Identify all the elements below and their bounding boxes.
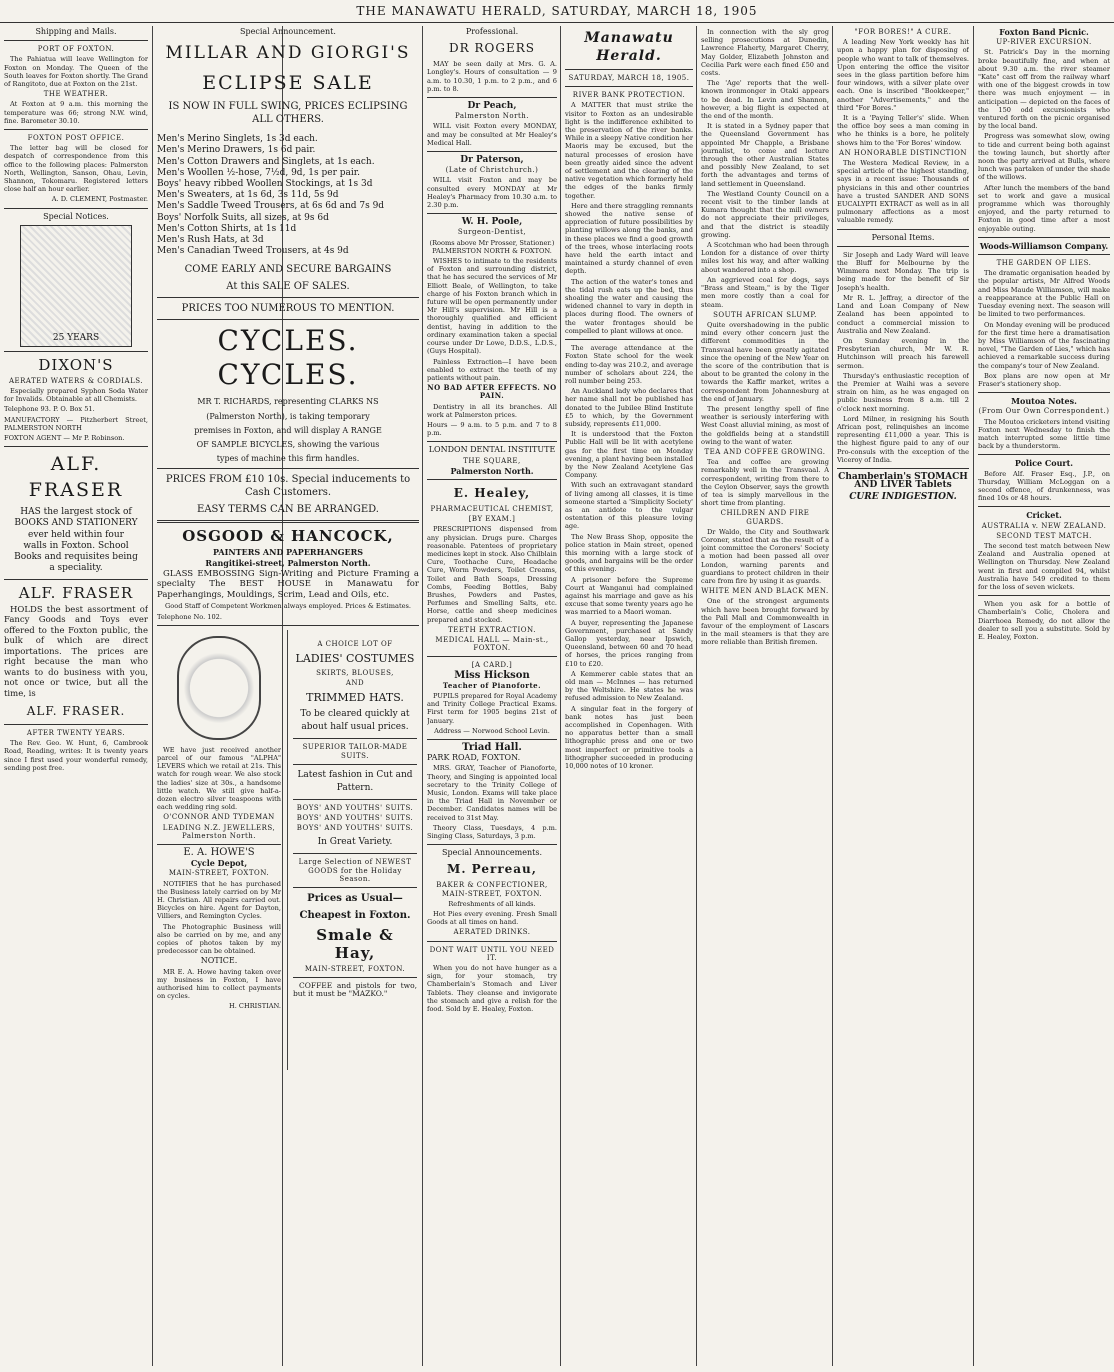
divider [157,319,419,320]
divider [978,454,1110,455]
ad-subheading: Palmerston North. [454,112,530,121]
advertiser-name: Triad Hall. [462,742,522,754]
advertiser-name: MILLAR AND GIORGI'S [165,43,411,64]
divider [427,441,557,442]
jeweller-ad [157,630,281,1013]
ad-text: PRESCRIPTIONS dispensed from any physician. Drugs pure. Charges reasonable. Patentees of proprietary medicines kept in stock. Also Chilblain Cure, Toothache Cure, Headache Cure, Worm Powders, Toilet Creams, Toilet and Bath Soaps, Dressing Combs, Feeding Bottles, Baby Brushes, Powders and Pastes, Perfumes and Smelling Salts, etc. Horse, cattle and sheep medicines prepared and stocked. [427,525,557,624]
divider [427,739,557,740]
ad-subheading: IS NOW IN FULL SWING, PRICES ECLIPSING ALL OTHERS. [168,101,408,126]
ad-text: Theory Class, Tuesdays, 4 p.m. Singing Class, Saturdays, 3 p.m. [427,823,557,841]
lower-ad-block [157,630,419,1070]
divider [978,506,1110,507]
article-text: A leading New York weekly has hit upon a happy plan for disposing of people who want to talk of themselves. Upon entering the office the visitor sees in the glass partition before him four windows, with a silver plate over each. One is inscribed "Bookkeeper," another "Advertisements," and the third "For Bores." [837,38,969,112]
sale-item: Men's Woollen ½-hose, 7½d, 9d, 1s per pair. [157,167,360,178]
section-heading: FOXTON POST OFFICE. [27,134,125,143]
ad-text: NOTIFIES that he has purchased the Business lately carried on by Mr H. Christian. All repairs carried out. Bicycles on hire. Agent for Dayton, Villiers, and Remington Cycles. [157,879,281,921]
ad-text: TEETH EXTRACTION. [448,625,536,634]
article-text: A prisoner before the Supreme Court at Wanganui had complained against his marriage and gave as his excuse that some twenty years ago he was married to a Maori woman. [565,575,693,617]
ad-text: Refreshments of all kinds. [448,899,536,908]
ad-text: types of machine this firm handles. [216,454,360,464]
advertiser-name: W. H. Poole, [461,217,523,228]
illustration-caption: 25 YEARS [52,332,100,343]
ad-text: WE have just received another parcel of our famous "ALPHA" LEVERS which we retail at 21s. This watch for rough wear. We also stock the ladies' size at 30s., a handsome little watch. We still give half-a-dozen electro silver teaspoons with each wedding ring sold. [157,745,281,812]
ad-text: MANUFACTORY — Pitzherbert Street, PALMERSTON NORTH [4,415,148,432]
sale-item: Men's Merino Singlets, 1s 3d each. [157,134,318,145]
section-heading: Special Notices. [43,211,109,221]
divider [293,977,417,978]
ad-text: When you do not have hunger as a sign, for your stomach, try Chamberlain's Stomach and Liver Tablets. They cleanse and invigorate the stomach and give a relish for the food. Sold by E. Healey, Foxton. [427,964,557,1014]
ad-text: WISHES to intimate to the residents of Foxton and surrounding district, that he has secured the services of Mr Elliott Beale, of Wellington, to take charge of his Foxton branch which in future will be open permanently under Mr Hill's supervision. Mr Hill is a thoroughly qualified and efficient dentist, having in addition to the ordinary examination taken a special course under Dr Lowe, D.D.S., L.D.S., (Guys Hospital). [427,257,557,356]
article-text: The dramatic organisation headed by the popular artists, Mr Alfred Woods and Miss Maude Williamson, will make a reappearance at the Public Hall on Tuesday evening next. The season will be limited to two performances. [978,269,1110,319]
ad-text: COME EARLY AND SECURE BARGAINS [184,264,392,276]
ad-text: Hours — 9 a.m. to 5 p.m. and 7 to 8 p.m. [427,420,557,438]
article-heading: Police Court. [1014,458,1074,469]
section-heading: Professional. [465,27,519,36]
ad-subheading: Palmerston North. [450,465,534,476]
advertiser-name: ALF. FRASER [28,453,124,502]
column-7 [978,26,1110,1366]
ad-text: Large Selection of NEWEST GOODS for the Holiday Season. [298,858,412,883]
article-text: The Rev. Geo. W. Hunt, 6, Cambrook Road, Reading, writes: It is twenty years since I first used your wonderful remedy, sending post free. [4,739,148,772]
ad-subheading: (Late of Christchurch.) [445,166,539,175]
article-text: Mr R. L. Jeffray, a director of the Land and Loan Company of New Zealand has been appointed to conduct a commercial mission to Australia and New Zealand. [837,293,969,335]
article-text: Tea and coffee are growing remarkably well in the Transvaal. A correspondent, writing from there to the Ceylon Observer, says the growth of tea is simply marvellous in the short time from planting. [701,458,829,508]
ad-subheading: Rangitikei-street, Palmerston North. [205,557,371,568]
article-text: Quite overshadowing in the public mind every other concern just the different commodities in the Transvaal have been greatly agitated since the opening of the New Year on the score of the contribution that is about to be granted the colony in the towards the Kaffir market, writes a correspondent from Johannesburg at the end of January. [701,320,829,403]
ad-text: [A CARD.] [471,661,513,670]
ad-text: GLASS EMBOSSING Sign-Writing and Picture Framing a specialty The BEST HOUSE in Manawatu for Paperhangings, Mouldings, Scrim, Lead and Oils, etc. [157,568,419,600]
divider [4,351,148,352]
article-text: On Sunday evening in the Presbyterian church, Mr W. R. Hutchinson will preach his farewell sermon. [837,336,969,370]
advertiser-name: DR ROGERS [449,41,535,56]
pocket-watch-illustration [177,636,261,740]
divider [157,625,419,626]
advertiser-name: M. Perreau, [447,862,537,877]
article-text: Lord Milner, in resigning his South African post, relinquishes an income representing £11,000 a year. This is the highest figure paid to any of our Pro-consuls with the exception of the Viceroy of India. [837,414,969,464]
ad-text: HAS the largest stock of [20,507,132,518]
chamberlain-ad: Chamberlain's STOMACH AND LIVER Tablets [838,471,968,491]
article-text: A Scotchman who had been through London for a distance of over thirty miles lost his way, and after walking about wandered into a shop. [701,241,829,274]
ad-text: AERATED DRINKS. [453,928,531,937]
article-text: Sir Joseph and Lady Ward will leave the Bluff for Melbourne by the Wimmera next Monday. The trip is being made for the benefit of Sir Joseph's health. [837,250,969,292]
sale-item: Men's Cotton Shirts, at 1s 11d [157,223,297,234]
sale-item: Men's Rush Hats, at 3d [157,235,264,246]
divider [565,69,693,70]
article-text: Before Alf. Fraser Esq., J.P., on Thursday, William McLoggan on a second offence, of drunkenness, was fined 10s or 48 hours. [978,469,1110,503]
column-rule [832,26,833,1366]
chamberlain-ad-tagline: CURE INDIGESTION. [849,492,957,503]
article-text: Thursday's enthusiastic reception of the Premier at Waihi was a severe strain on him, as he was engaged on public business from 8 a.m. till 2 o'clock next morning. [837,371,969,413]
ad-text: The Photographic Business will also be carried on by me, and any copies of photos taken by my predecessor can be obtained. [157,922,281,956]
advertiser-name: Miss Hickson [454,669,530,681]
ad-text: MAY be seen daily at Mrs. G. A. Longley's. Hours of consultation — 9 a.m. to 10.30, 1 p.m. to 2 p.m., and 6 p.m. to 8. [427,60,557,93]
ad-headline: ECLIPSE SALE [202,72,374,95]
article-heading: AN HONORABLE DISTINCTION [839,148,967,157]
section-heading: Shipping and Mails. [35,27,117,36]
divider [293,738,417,739]
article-subheading: THE GARDEN OF LIES. [996,259,1092,268]
divider [427,656,557,657]
article-text: The Westera Medical Review, in a special article of the highest standing, says in a recent issue: Thousands of physicians in this and other countries have a trusted SANDER AND SONS EUCALYPTI EXTRACT as well as in all pulmonary affections as a most valuable remedy. [837,159,969,225]
article-text: A Kemmerer cable states that an old man — McInnes — has returned by the Weltshire. He states he was refused admission to New Zealand. [565,669,693,703]
ad-text: WILL visit Foxton and may be consulted every MONDAY at Mr Healey's Pharmacy from 10.30 a.m. to 2.30 p.m. [427,176,557,210]
column-3 [427,26,557,1366]
article-heading: SOUTH AFRICAN SLUMP. [713,310,817,319]
divider [4,446,148,447]
ad-subheading: THE SQUARE, [463,456,521,465]
column-rule [696,26,697,1366]
article-text: Dr Waldo, the City and Southwark Coroner, stated that as the result of a joint committee the Coroners' Society a motion had been passed all over London, warning parents and guardians to protect children in their care from fire by using it as guards. [701,527,829,585]
sale-item: Men's Sweaters, at 1s 6d, 3s 11d, 5s 9d [157,190,339,201]
ad-text: PRICES TOO NUMEROUS TO MENTION. [181,303,395,315]
sale-item: Men's Canadian Tweed Trousers, at 4s 9d [157,246,349,257]
section-heading: Special Announcement. [240,27,336,36]
section-heading: PORT OF FOXTON. [37,45,115,54]
ad-text: In Great Variety. [317,837,393,848]
ad-text: Hot Pies every evening. Fresh Small Goods at all times on hand. [427,910,557,927]
article-text: The Westland County Council on a recent visit to the timber lands at Kumara thought that the mill owners do not appreciate their privileges, and that the district is steadily growing. [701,189,829,239]
section-heading: Special Announcements. [442,848,542,858]
ad-text: FOXTON AGENT — Mr P. Robinson. [4,434,125,443]
article-text: The letter bag will be closed for despatch of correspondence from this office to the following places: Palmerston North, Wellington, Sanson, Ohau, Levin, Shannon, Tokomaru. Registered letters close half an hour earlier. [4,144,148,194]
article-text: A singular feat in the forgery of bank notes has just been accomplished in Copenhagen. With no apparatus better than a small lithographic press and one or two most imperfect or primitive tools a lithographer succeeded in producing 10,000 notes of 10 kroner. [565,704,693,771]
advertiser-name: LONDON DENTAL INSTITUTE [428,445,556,455]
ad-text: OF SAMPLE BICYCLES, showing the various [196,440,380,450]
divider [978,237,1110,238]
ad-subheading: BAKER & CONFECTIONER, MAIN-STREET, FOXTON. [436,881,548,898]
column-5 [701,26,829,1366]
article-text: It is a 'Paying Teller's' slide. When the office boy sees a man coming in who he thinks is a bore, he politely shows him to the 'For Bores' window. [837,114,969,147]
article-heading: Foxton Band Picnic. [999,27,1089,37]
article-text: A MATTER that must strike the visitor to Foxton as an undesirable light is the indifference exhibited to the preservation of the river banks. While in a sleepy Native condition her Maoris may be excused, but the natural processes of erosion have been greatly aided since the advent of settlement and the clearing of the native vegetation which formerly held the edges of the banks firmly together. [565,101,693,200]
sale-item: Men's Cotton Drawers and Singlets, at 1s each. [157,156,375,167]
divider [837,468,969,469]
ad-headline: TRIMMED HATS. [306,691,404,705]
article-heading: Cricket. [1026,510,1062,521]
divider [4,208,148,209]
article-text: The present lengthy spell of fine weather is seriously interfering with West Coast alluvial mining, as most of the goldfields being at a standstill owing to the want of water. [701,404,829,446]
article-text: With such an extravagant standard of living among all classes, it is time someone started a 'Simplicity Society' as an antidote to the vulgar ostentation of this pleasure loving age. [565,481,693,531]
ad-subheading: MAIN-STREET, FOXTON. [168,869,270,878]
divider [4,724,148,725]
ad-text: Telephone 93. P. O. Box 51. [4,405,95,414]
divider [157,520,419,523]
article-text: A buyer, representing the Japanese Government, purchased at Sandy Gallop yesterday, near Ipswich, Queensland, between 60 and 70 head of horses, the prices ranging from £10 to £20. [565,618,693,668]
ad-text: PUPILS prepared for Royal Academy and Trinity College Practical Exams. First term for 1905 begins 21st of January. [427,692,557,725]
column-rule [287,630,288,1070]
section-heading: Personal Items. [871,232,935,242]
divider [293,799,417,800]
signature: H. CHRISTIAN. [228,1002,281,1011]
advertiser-name: Dr Paterson, [460,155,524,166]
column-rule [422,26,423,1366]
ad-text: Prices as Usual— [307,893,403,904]
article-text: St. Patrick's Day in the morning broke beautifully fine, and when at about 9.30 a.m. the river steamer "Kate" cast off from the railway wharf with one of the biggest crowds in tow there was much enjoyment — in anticipation — depicted on the faces of the 150 odd excursionists who ventured forth on the picnic organised by the local band. [978,48,1110,131]
sale-item-list [157,134,419,257]
ad-text: To be cleared quickly at about half usual prices. [300,709,410,733]
ad-text: PARK ROAD, FOXTON. [427,753,521,763]
article-text: When you ask for a bottle of Chamberlain's Colic, Cholera and Diarrhoea Remedy, do not allow the dealer to sell you a substitute. Sold by E. Healey, Foxton. [978,600,1110,641]
column-rule [152,26,153,1366]
ad-text: Books and requisites being [14,552,138,563]
divider [978,392,1110,393]
ad-text: Address — Norwood School Levin. [434,726,550,735]
article-subheading: SECOND TEST MATCH. [996,531,1092,540]
advertiser-name: E. A. HOWE'S [183,847,255,858]
article-text: The average attendance at the Foxton State school for the week ending to-day was 210.2, and average number of scholars about 224, the roll number being 253. [565,344,693,385]
divider [4,579,148,580]
article-heading: TEA AND COFFEE GROWING. [704,447,826,456]
issue-date: SATURDAY, MARCH 18, 1905. [568,74,690,82]
article-heading: Woods-Williamson Company. [979,240,1109,251]
ad-text: At this SALE OF SALES. [226,281,350,293]
article-text: The action of the water's tones and the tidal rush eats up the bed, thus shoaling the water and causing the widened channel to vary in depth in places during flood. The owners of the water frontages should be compelled to plant willows at once. [565,277,693,335]
article-heading: WHITE MEN AND BLACK MEN. [701,587,829,596]
ad-text: BOYS' AND YOUTHS' SUITS. [296,803,414,812]
section-heading: NOTICE. [200,956,238,966]
ad-signature: ALF. FRASER. [26,704,126,718]
advertiser-name: O'CONNOR AND TYDEMAN [163,813,275,822]
ad-text: BOOKS AND STATIONERY [14,518,138,529]
ad-headline: DONT WAIT UNTIL YOU NEED IT. [429,945,555,962]
article-subheading: UP-RIVER EXCURSION. [996,38,1092,47]
divider [978,254,1110,255]
ad-text: NO BAD AFTER EFFECTS. NO PAIN. [427,383,557,401]
ad-text: Telephone No. 102. [157,612,222,621]
column-rule [973,26,974,1366]
ad-text: HOLDS the best assortment of Fancy Goods and Toys ever offered to the Foxton public, the bulk of which are direct importations. The prices are right because the man who wants to do business with you, not once or twice, but all the time, is [4,604,148,699]
divider [565,339,693,340]
article-text: Box plans are now open at Mr Fraser's stationery shop. [978,371,1110,388]
column-rule [560,26,561,1366]
ad-headline: LADIES' COSTUMES [295,651,415,665]
article-text: It is understood that the Foxton Public Hall will be lit with acetylene gas for the first time on Monday evening, a plant having been installed by the New Zealand Acetylene Gas Company. [565,430,693,480]
article-subheading: (From Our Own Correspondent.) [978,407,1110,416]
ad-subheading: Cycle Depot, [190,858,248,869]
column-1 [4,26,148,1366]
column-6 [837,26,969,1366]
ad-text: Good Staff of Competent Workmen always employed. Prices & Estimates. [164,602,411,611]
sale-item: Men's Merino Drawers, 1s 6d pair. [157,145,316,156]
ad-text: walls in Foxton. School [23,540,129,551]
ad-text: premises in Foxton, and will display A RANGE [194,425,382,435]
divider [427,151,557,152]
divider [427,941,557,942]
article-text: Here and there straggling remnants showed the native sense of appreciation of future possibilities by planting willows along the banks, and in these places we find a good growth of the trees, whose interlacing roots have held the earth intact and maintained a sturdy channel of even depth. [565,201,693,276]
masthead: THE MANAWATU HERALD, SATURDAY, MARCH 18, 1905 [0,0,1114,23]
article-subheading: AUSTRALIA v. NEW ZEALAND. [981,521,1107,530]
article-text: The Moutoa cricketers intend visiting Foxton next Wednesday to finish the match interrupted some little time back by a thunderstorm. [978,417,1110,451]
draper-ad [293,630,417,1001]
divider [157,468,419,469]
divider [837,229,969,230]
sale-item: Men's Saddle Tweed Trousers, at 6s 6d and 7s 9d [157,201,385,212]
ad-text: SUPERIOR TAILOR-MADE SUITS. [302,743,408,760]
ad-text: AND [345,679,365,688]
ad-text: MEDICAL HALL — Main-st., FOXTON. [435,635,549,653]
article-text: The second test match between New Zealand and Australia opened at Wellington on Thursday. New Zealand went in first and compiled 94, whilst Australia have 549 credited to them for the loss of seven wickets. [978,541,1110,591]
ad-subheading: Teacher of Pianoforte. [442,680,542,690]
article-text: An Auckland lady who declares that her name shall not be published has donated to the Jubilee Blind Institute £5 to which, by the Government subsidy, represents £11,000. [565,387,693,428]
ad-text: A CHOICE LOT OF [317,639,393,648]
ad-text: SKIRTS, BLOUSES, [316,668,394,677]
ad-subheading: AERATED WATERS & CORDIALS. [9,376,143,385]
column-4 [565,26,693,1366]
advertiser-name: Smale & Hay, [316,926,394,962]
ad-text: BOYS' AND YOUTHS' SUITS. [296,824,414,833]
divider [293,887,417,888]
divider [427,844,557,845]
ad-text: COFFEE and pistols for two, but it must be "MAZKO." [293,981,417,999]
article-text: Progress was somewhat slow, owing to tide and current being both against the towing launch, but shortly after noon the party arrived at Bulls, where lunch was partaken of under the shade of the willows. [978,132,1110,182]
divider [565,86,693,87]
divider [978,595,1110,596]
article-text: The New Brass Shop, opposite the police station in Main street, opened this morning with a large stock of goods, and bargains will be the order of this evening. [565,532,693,574]
article-text: On Monday evening will be produced for the first time here a dramatisation by Miss Williamson of the fascinating novel, "The Garden of Lies," which has achieved a remarkable success during the company's tour of New Zealand. [978,320,1110,370]
newspaper-title: Manawatu Herald. [584,30,674,64]
ad-text: Cheapest in Foxton. [299,910,411,921]
ad-subheading: PHARMACEUTICAL CHEMIST, [430,504,554,513]
advertisement-illustration [20,225,132,347]
column-2 [157,26,419,1366]
divider [293,853,417,854]
ad-text: ever held within four [28,529,124,540]
article-text: One of the strongest arguments which have been brought forward by the Pall Mall and Commonwealth in favour of the employment of Lascars in the mail steamers is that they are more reliable than British firemen. [701,597,829,647]
article-text: An aggrieved coal for dogs, says "Brass and Steam," is by the Tiger men more costly than a coal for steam. [701,275,829,309]
ad-text: Painless Extraction—I have been enabled to extract the teeth of my patients without pain. [427,357,557,382]
article-text: In connection with the sly grog selling prosecutions at Dunedin, Lawrence Flaherty, Margaret Cherry, May Golder, Elizabeth Johnston and Cecilia Park were each fined £50 and costs. [701,28,829,78]
ad-text: WILL visit Foxton every MONDAY, and may be consulted at Mr Healey's Medical Hall. [427,122,557,147]
ad-text: BOYS' AND YOUTHS' SUITS. [296,813,414,822]
article-heading: RIVER BANK PROTECTION. [572,91,686,100]
article-text: The 'Age' reports that the well-known ironmonger in Otaki appears to be dead. In Levin and Shannon, however, a big flight is expected at the end of the month. [701,79,829,121]
signature: A. D. CLEMENT, Postmaster. [51,195,148,204]
divider [4,129,148,130]
ad-subheading: MAIN-STREET, FOXTON. [304,965,406,973]
article-heading: CHILDREN AND FIRE GUARDS. [720,509,810,526]
ad-text: (Rooms above Mr Prosser, Stationer.) PALMERSTON NORTH & FOXTON. [429,238,555,255]
article-text: The Pahiatua will leave Wellington for Foxton on Monday. The Queen of the South leaves for Foxton shortly. The Grand of Rangitoto, due at Foxton on the 21st. [4,55,148,89]
ad-subheading: Surgeon-Dentist, [457,228,527,237]
advertiser-name: Dr Peach, [467,101,517,112]
advertiser-name: ALF. FRASER [18,583,134,602]
divider [837,246,969,247]
ad-text: Especially prepared Syphon Soda Water for Invalids. Obtainable at all Chemists. [4,387,148,404]
advertiser-name: DIXON'S [38,355,114,374]
ad-text: Latest fashion in Cut and Pattern. [297,769,413,793]
ad-text: MR E. A. Howe having taken over my business in Foxton, I have authorised him to collect payments on cycles. [157,967,281,1001]
section-heading: AFTER TWENTY YEARS. [26,729,126,737]
ad-text: a speciality. [49,563,103,574]
divider [427,213,557,214]
ad-text: MR T. RICHARDS, representing CLARKS NS [197,397,379,407]
ad-subheading: PAINTERS AND PAPERHANGERS [212,547,364,558]
section-heading: THE WEATHER. [43,90,109,99]
divider [427,97,557,98]
sale-item: Boys' Norfolk Suits, all sizes, at 9s 6d [157,212,329,223]
ad-text: (Palmerston North), is taking temporary [206,411,370,421]
divider [4,40,148,41]
divider [293,764,417,765]
article-text: It is stated in a Sydney paper that the Queensland Government has appointed Mr Chapple, a Brisbane journalist, to come and lecture through the other Australian States and possibly New Zealand, to set forth the advantages and terms of land settlement in Queensland. [701,122,829,188]
article-text: At Foxton at 9 a.m. this morning the temperature was 66; strong N.W. wind, fine. Barometer 30.10. [4,100,148,125]
article-heading: Moutoa Notes. [1011,396,1077,407]
sale-item: Boys' heavy ribbed Woollen Stockings, at 1s 3d [157,179,373,190]
advertiser-name: E. Healey, [453,485,531,500]
ad-text: PRICES FROM £10 10s. Special inducements to Cash Customers. [165,474,411,499]
divider [157,844,281,845]
article-heading: "FOR BORES!" A CURE. [854,28,952,36]
divider [427,479,557,480]
article-text: After lunch the members of the band set to work and gave a musical programme which was thoroughly enjoyed, and the party returned to Foxton in good time after a most enjoyable outing. [978,183,1110,233]
advertiser-name: OSGOOD & HANCOCK, [182,527,394,546]
ad-subheading: LEADING N.Z. JEWELLERS, Palmerston North. [162,823,276,840]
divider [157,297,419,298]
ad-headline: CYCLES. CYCLES. [217,324,359,392]
ad-subheading: [BY EXAM.] [468,515,516,524]
ad-text: EASY TERMS CAN BE ARRANGED. [197,504,379,516]
ad-text: Dentistry in all its branches. All work at Palmerston prices. [427,402,557,419]
ad-text: MRS. GRAY, Teacher of Pianoforte, Theory, and Singing is appointed local secretary to the Trinity College of Music, London. Exams will take place in the Triad Hall in November or December. Candidates names will be received to 31st May. [427,764,557,822]
